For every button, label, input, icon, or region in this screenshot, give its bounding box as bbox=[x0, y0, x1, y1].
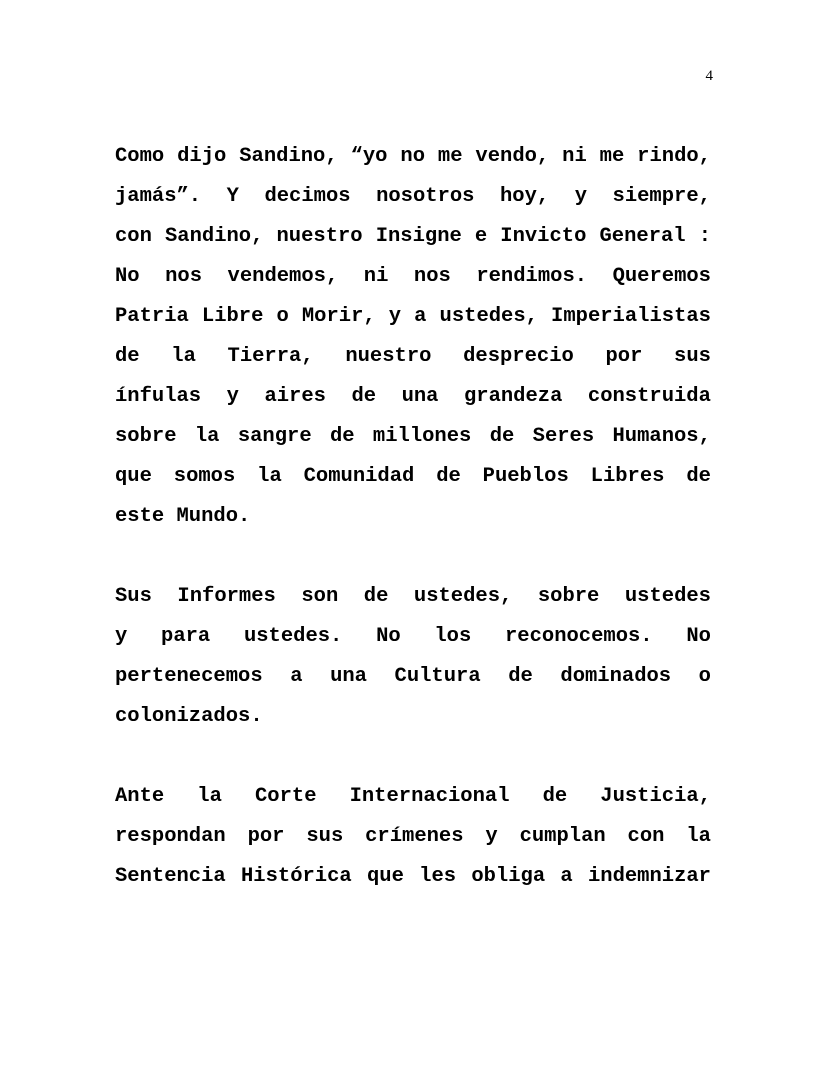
paragraph-corte bbox=[115, 777, 711, 897]
text-line: con Sandino, nuestro Insigne e Invicto General : bbox=[115, 225, 711, 248]
paragraph-spacer bbox=[115, 737, 711, 777]
text-line: pertenecemos a una Cultura de dominados o bbox=[115, 665, 711, 688]
text-line: sobre la sangre de millones de Seres Humanos, bbox=[115, 425, 711, 448]
text-line: Como dijo Sandino, “yo no me vendo, ni me rindo, bbox=[115, 145, 711, 168]
text-line: colonizados. bbox=[115, 705, 263, 728]
paragraph-informes bbox=[115, 577, 711, 737]
paragraph-sandino bbox=[115, 137, 711, 537]
paragraph-spacer bbox=[115, 537, 711, 577]
text-line: y para ustedes. No los reconocemos. No bbox=[115, 625, 711, 648]
page-number: 4 bbox=[705, 68, 713, 84]
text-line: de la Tierra, nuestro desprecio por sus bbox=[115, 345, 711, 368]
text-line: jamás”. Y decimos nosotros hoy, y siempre, bbox=[115, 185, 711, 208]
text-line: Sus Informes son de ustedes, sobre ustedes bbox=[115, 585, 711, 608]
text-line: Ante la Corte Internacional de Justicia, bbox=[115, 785, 711, 808]
text-line: que somos la Comunidad de Pueblos Libres de bbox=[115, 465, 711, 488]
document-body bbox=[115, 137, 711, 897]
text-line: respondan por sus crímenes y cumplan con la bbox=[115, 825, 711, 848]
text-line: No nos vendemos, ni nos rendimos. Queremos bbox=[115, 265, 711, 288]
text-line: ínfulas y aires de una grandeza construida bbox=[115, 385, 711, 408]
text-line: Patria Libre o Morir, y a ustedes, Imperialistas bbox=[115, 305, 711, 328]
text-line: Sentencia Histórica que les obliga a indemnizar bbox=[115, 865, 711, 888]
text-line: este Mundo. bbox=[115, 505, 251, 528]
